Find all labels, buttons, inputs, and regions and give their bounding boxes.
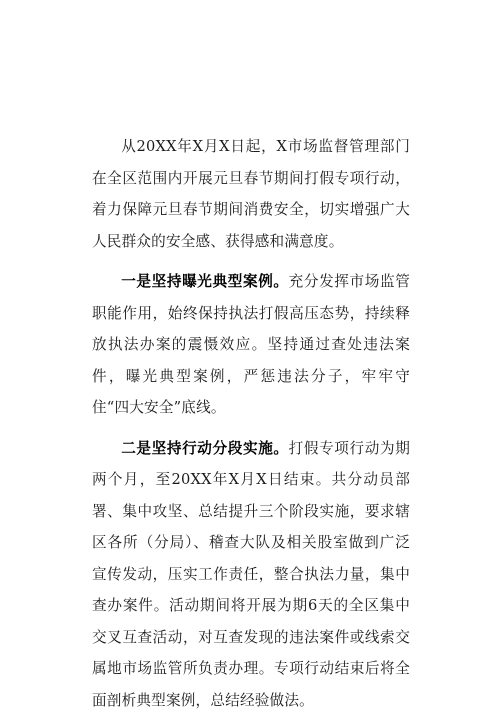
paragraph-typical-cases	[92, 266, 410, 424]
paragraph-intro	[92, 131, 410, 257]
paragraph-phased-implementation	[92, 433, 410, 716]
paragraph-phased-implementation-text: 打假专项行动为期两个月，至20XX年X月X日结束。共分动员部署、集中攻坚、总结提升三个阶段实施，要求辖区各所（分局）、稽查大队及相关股室做到广泛宣传发动，压实工作责任，整合执法力量，集中查办案件。活动期间将开展为期6天的全区集中交叉互查活动，对互查发现的违法案件或线索交属地市场监管所负责办理。专项行动结束后将全面剖析典型案例，总结经验做法。	[92, 440, 410, 709]
document-body	[92, 131, 410, 716]
paragraph-typical-cases-heading: 一是坚持曝光典型案例。	[121, 273, 288, 290]
paragraph-phased-implementation-heading: 二是坚持行动分段实施。	[121, 440, 288, 457]
paragraph-intro-text: 从20XX年X月X日起，X市场监督管理部门在全区范围内开展元旦春节期间打假专项行动，着力保障元旦春节期间消费安全，切实增强广大人民群众的安全感、获得感和满意度。	[92, 138, 410, 250]
paragraph-typical-cases-text: 充分发挥市场监管职能作用，始终保持执法打假高压态势，持续释放执法办案的震慑效应。坚持通过查处违法案件，曝光典型案例，严惩违法分子，牢牢守住“四大安全”底线。	[92, 273, 410, 416]
